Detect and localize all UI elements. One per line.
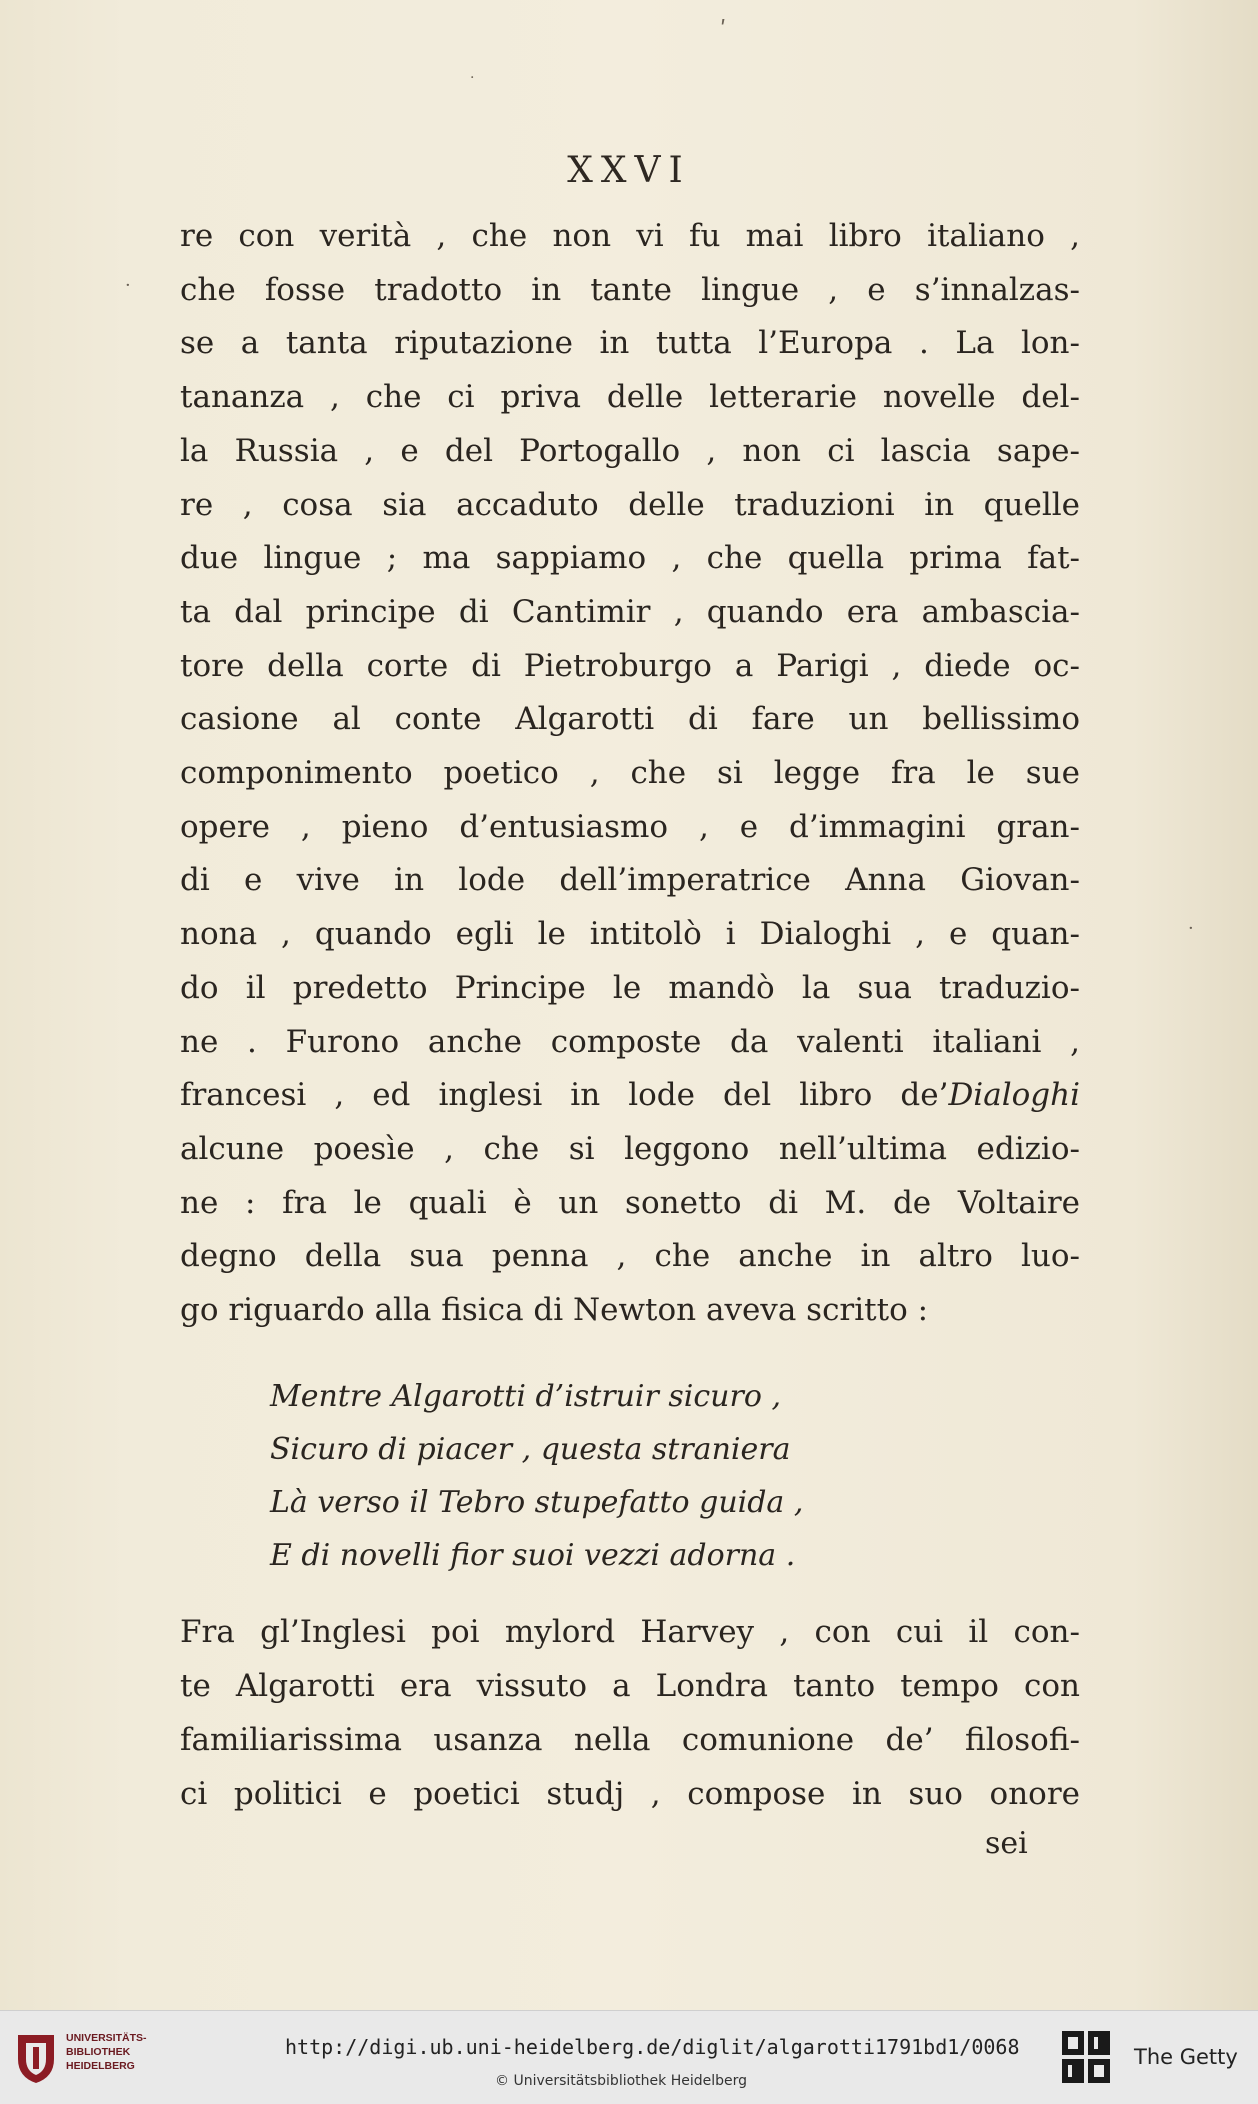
text-line: degno della sua penna , che anche in altro luo- [180,1238,1080,1275]
text-line: se a tanta riputazione in tutta l’Europa . La lon- [180,325,1080,362]
paragraph-2 [180,1605,1080,1821]
poem-verse: E di novelli fior suoi vezzi adorna . [270,1538,796,1573]
copyright-notice: © Universitätsbibliothek Heidelberg [495,2073,748,2089]
text-line: re , cosa sia accaduto delle traduzioni in quelle [180,486,1080,523]
scan-dot: · [1188,918,1194,939]
text-line: te Algarotti era vissuto a Londra tanto tempo con [180,1668,1080,1704]
text-line: la Russia , e del Portogallo , non ci lascia sape- [180,432,1080,469]
text-line: di e vive in lode dell’imperatrice Anna Giovan- [180,862,1080,899]
text-line: tore della corte di Pietroburgo a Parigi , diede oc- [180,647,1080,684]
text-line: componimento poetico , che si legge fra le sue [180,755,1080,792]
poem-verse: Mentre Algarotti d’istruir sicuro , [270,1379,781,1414]
institution-line: UNIVERSITÄTS- [66,2032,147,2044]
viewer-footer [0,2010,1258,2104]
poem-verse: Sicuro di piacer , questa straniera [270,1432,791,1467]
permalink-url[interactable]: http://digi.ub.uni-heidelberg.de/diglit/algarotti1791bd1/0068 [285,2035,1020,2059]
poem-quotation [270,1370,1050,1582]
university-library-logo-icon [14,2029,58,2085]
text-line-with-title [180,1069,1080,1123]
text-line: familiarissima usanza nella comunione de’ filosofi- [180,1722,1080,1758]
text-line: ta dal principe di Cantimir , quando era ambascia- [180,593,1080,630]
text-line: ci politici e poetici studj , compose in suo onore [180,1776,1080,1812]
text-line-prefix: francesi , ed inglesi in lode del libro de’ [180,1077,949,1114]
getty-logo-icon [1060,2029,1112,2087]
getty-partner-name: The Getty [1134,2045,1238,2069]
scan-dot: · [470,70,475,86]
poem-verse: Là verso il Tebro stupefatto guida , [270,1485,804,1520]
text-line: nona , quando egli le intitolò i Dialoghi , e quan- [180,916,1080,953]
text-line: che fosse tradotto in tante lingue , e s’innalzas- [180,271,1080,308]
text-line: Fra gl’Inglesi poi mylord Harvey , con cui il con- [180,1614,1080,1650]
text-line: go riguardo alla fisica di Newton aveva scritto : [180,1292,929,1329]
scan-mark: ʹ [720,18,727,43]
text-line: tananza , che ci priva delle letterarie novelle del- [180,379,1080,416]
catchword: sei [985,1826,1028,1861]
book-title-italic: Dialoghi [948,1077,1080,1114]
page-number: XXVI [567,150,691,191]
text-line: due lingue ; ma sappiamo , che quella prima fat- [180,540,1080,577]
text-line: do il predetto Principe le mandò la sua traduzio- [180,969,1080,1006]
institution-line: BIBLIOTHEK [66,2046,131,2058]
text-line: ne : fra le quali è un sonetto di M. de Voltaire [180,1184,1080,1221]
institution-line: HEIDELBERG [66,2060,135,2072]
university-library-name [66,2031,147,2073]
text-line: alcune poesìe , che si leggono nell’ultima edizio- [180,1130,1080,1167]
text-line: opere , pieno d’entusiasmo , e d’immagini gran- [180,808,1080,845]
text-line: casione al conte Algarotti di fare un bellissimo [180,701,1080,738]
paragraph-1 [180,210,1080,1338]
text-line: re con verità , che non vi fu mai libro italiano , [180,218,1080,254]
scan-dot: · [125,275,131,296]
text-line: ne . Furono anche composte da valenti italiani , [180,1023,1080,1060]
